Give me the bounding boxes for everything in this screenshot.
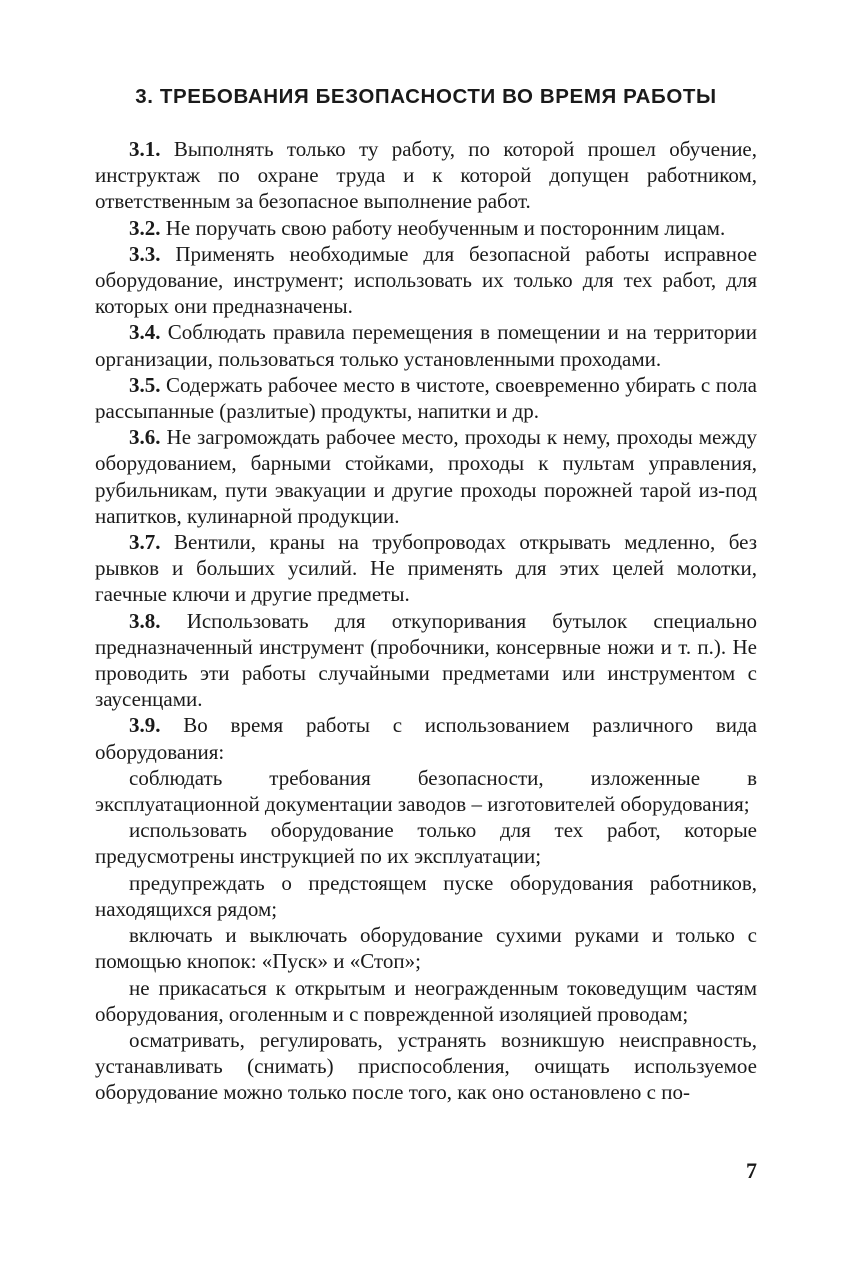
item-number: 3.1. [129,137,161,161]
item-3-9 [95,712,757,764]
subitem: предупреждать о предстоящем пуске оборудования работников, находящихся рядом; [95,870,757,921]
subitem: использовать оборудование только для тех работ, которые предусмотрены инструкцией по их эксплуатации; [95,818,757,869]
item-3-1 [95,136,757,215]
section-body [95,136,757,1106]
item-3-7 [95,529,757,608]
item-text: Не поручать свою работу необученным и посторонним лицам. [165,215,726,240]
item-3-5 [95,372,757,424]
section-title: 3. ТРЕБОВАНИЯ БЕЗОПАСНОСТИ ВО ВРЕМЯ РАБОТЫ [135,85,717,108]
subitem: включать и выключать оборудование сухими руками и только с помощью кнопок: «Пуск» и «Стоп»; [95,923,757,974]
item-number: 3.6. [129,425,161,450]
item-text: Выполнять только ту работу, по которой прошел обучение, инструктаж по охране труда и к которой допущен работником, ответственным за безопасное выполнение работ. [95,137,758,214]
item-3-2 [95,215,757,241]
item-text: Содержать рабочее место в чистоте, своевременно убирать с пола рассыпанные (разлитые) продукты, напитки и др. [95,372,757,424]
item-number: 3.9. [129,713,161,738]
item-3-8 [95,608,757,713]
page-number: 7 [746,1158,757,1183]
item-3-3 [95,241,757,320]
item-3-6 [95,424,757,529]
subitem: соблюдать требования безопасности, изложенные в эксплуатационной документации заводов – изготовителей оборудования; [95,765,757,817]
subitem: осматривать, регулировать, устранять возникшую неисправность, устанавливать (снимать) приспособления, очищать используемое оборудование можно только после того, как оно остановлено с по- [95,1027,757,1105]
item-3-4 [95,319,757,371]
item-number: 3.8. [129,608,161,633]
item-text: Не загромождать рабочее место, проходы к нему, проходы между оборудованием, барными стойками, проходы к пультам управления, рубильникам, пути эвакуации и другие проходы порожней тарой из-под напитков, кулинарной продукции. [95,425,757,528]
item-number: 3.7. [129,530,161,555]
item-text: Применять необходимые для безопасной работы исправное оборудование, инструмент; использовать их только для тех работ, для которых они предназначены. [95,241,757,319]
item-number: 3.4. [129,320,161,345]
page-content [95,82,757,1106]
item-text: Во время работы с использованием различного вида оборудования: [95,713,757,764]
item-text: Использовать для откупоривания бутылок специально предназначенный инструмент (пробочники, консервные ножи и т. п.). Не проводить эти работы случайными предметами или инструментом с заусенцами. [95,608,757,712]
item-number: 3.5. [129,372,161,397]
item-text: Соблюдать правила перемещения в помещении и на территории организации, пользоваться только установленными проходами. [95,320,758,371]
item-number: 3.3. [129,241,161,266]
subitem: не прикасаться к открытым и неогражденным токоведущим частям оборудования, оголенным и с поврежденной изоляцией проводам; [95,975,757,1026]
item-number: 3.2. [129,215,161,240]
item-text: Вентили, краны на трубопроводах открывать медленно, без рывков и больших усилий. Не применять для этих целей молотки, гаечные ключи и другие предметы. [95,530,758,607]
